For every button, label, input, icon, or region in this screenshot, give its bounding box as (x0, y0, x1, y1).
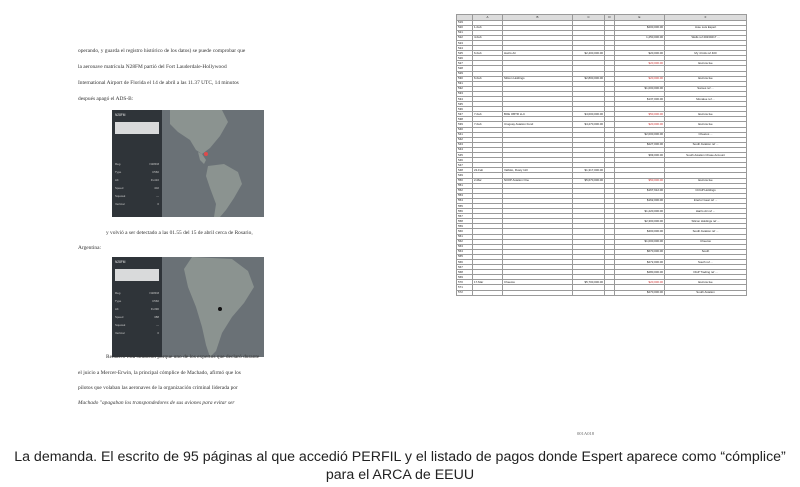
cell-date: 6-Feb (473, 76, 503, 81)
cell-description: DGP Trading ref ... (665, 270, 747, 275)
row-number: 554 (457, 198, 473, 203)
aircraft-marker-icon (218, 307, 222, 311)
cell-description: CCGP Holdings (665, 188, 747, 193)
cell-payment: $1,000,000.00 (615, 86, 665, 91)
doc-line: operando, y guarda el registro histórico de los datos) se puede comprobar que (78, 48, 246, 54)
row-number: 541 (457, 132, 473, 137)
cell-payment: $400,000.00 (615, 229, 665, 234)
row-number: 560 (457, 229, 473, 234)
table-row (457, 290, 747, 295)
column-header: D (605, 15, 615, 21)
cell-payment: $167,912.00 (615, 188, 665, 193)
map-area (162, 110, 264, 217)
doc-line: y volvió a ser detectado a las 01.55 del 15 de abril cerca de Rosario, (106, 230, 253, 236)
document-code: 001A018 (577, 431, 595, 436)
cell-description: Escrow fee (665, 122, 747, 127)
cell-payment: $20,000.00 (615, 280, 665, 285)
flight-info-row: Reg. N28FM (115, 291, 159, 295)
row-number: 552 (457, 188, 473, 193)
doc-line: pilotos que volaban las aeronaves de la organización criminal liderada por (78, 385, 238, 391)
cell-amount: $2,800,000.00 (573, 76, 605, 81)
cell-description: South Aviation ref ... (665, 142, 747, 147)
row-number: 558 (457, 219, 473, 224)
row-number: 555 (457, 203, 473, 208)
cell-description: Monaloe ref ... (665, 97, 747, 102)
flight-info-row: Vertical 0 (115, 202, 159, 206)
cell-description: South Aviation Chase Account (665, 153, 747, 158)
row-number: 527 (457, 61, 473, 66)
row-number: 530 (457, 76, 473, 81)
cell-description: Escrow fee (665, 112, 747, 117)
row-number: 533 (457, 91, 473, 96)
row-number: 538 (457, 117, 473, 122)
row-number: 568 (457, 270, 473, 275)
cell-entity: Valfolio, Rusty 110 (503, 168, 573, 173)
cell-description: Harris Air ref ... (665, 209, 747, 214)
flight-info-row: Squawk — (115, 323, 159, 327)
cell-description: Cheetos (665, 239, 747, 244)
row-number: 521 (457, 30, 473, 35)
cell-entity: Uruguay Aviation Fund (503, 122, 573, 127)
column-header: F (665, 15, 747, 21)
column-header: A (473, 15, 503, 21)
row-number: 520 (457, 25, 473, 30)
row-number: 534 (457, 97, 473, 102)
cell-description: Escrow fee (665, 76, 747, 81)
cell-date: 6-Feb (473, 51, 503, 56)
column-header: E (615, 15, 665, 21)
cell-date: 7-Feb (473, 122, 503, 127)
row-number: 536 (457, 107, 473, 112)
americas-map (162, 110, 264, 217)
row-number: 553 (457, 193, 473, 198)
cell-payment: $270,000.00 (615, 290, 665, 295)
cell-payment: $20,000.00 (615, 76, 665, 81)
cell-amount: $5,700,000.00 (573, 280, 605, 285)
cell-payment: $1,000,000.00 (615, 239, 665, 244)
flight-info-row: Speed 402 (115, 186, 159, 190)
row-number: 562 (457, 239, 473, 244)
row-number: 556 (457, 209, 473, 214)
cell-amount: $5,670,000.00 (573, 178, 605, 183)
row-number: 561 (457, 234, 473, 239)
row-number: 531 (457, 81, 473, 86)
aircraft-marker-icon (204, 152, 208, 156)
doc-line: Remarco esta situación porque uno de los expertos que declaró durante (106, 354, 260, 360)
cell-payment: $2,000,000.00 (615, 132, 665, 137)
cell-description: South Aviation (665, 290, 747, 295)
row-number: 559 (457, 224, 473, 229)
flight-callsign: N28FM (115, 260, 126, 264)
cell-description: My 4 bids ref 400 (665, 51, 747, 56)
cell-entity: Silicon Holdings (503, 76, 573, 81)
row-number: 529 (457, 71, 473, 76)
cell-blank (605, 290, 615, 295)
row-number: 519 (457, 20, 473, 25)
flight-info-row: Type C560 (115, 170, 159, 174)
row-number: 557 (457, 214, 473, 219)
cell-description: South Aviation ref ... (665, 229, 747, 234)
row-number: 549 (457, 173, 473, 178)
cell-entity: Cheetos (503, 280, 573, 285)
row-number: 570 (457, 280, 473, 285)
column-header: B (503, 15, 573, 21)
row-number: 545 (457, 153, 473, 158)
left-document-page (78, 40, 328, 420)
doc-line: la aeronave matrícula N28FM partió del Fort Lauderdale-Hollywood (78, 64, 227, 70)
cell-description: Escrow fee (665, 178, 747, 183)
flight-info-row: Squawk — (115, 194, 159, 198)
aircraft-photo (115, 269, 159, 281)
row-number: 525 (457, 51, 473, 56)
aircraft-photo (115, 122, 159, 134)
row-number: 571 (457, 285, 473, 290)
cell-payment: $162,000.00 (615, 198, 665, 203)
cell-payment: $1,220,000.00 (615, 209, 665, 214)
doc-line: el juicio a Mercer-Erwin, la principal cómplice de Machado, afirmó que los (78, 370, 241, 376)
cell-description: South ref ... (665, 260, 747, 265)
cell-description: Jose Luis Espert (665, 25, 747, 30)
cell-payment: $99,000.00 (615, 153, 665, 158)
column-header: C (573, 15, 605, 21)
row-number: 550 (457, 178, 473, 183)
row-number: 540 (457, 127, 473, 132)
row-number: 572 (457, 290, 473, 295)
flight-info-row: Vertical 0 (115, 331, 159, 335)
row-number: 565 (457, 254, 473, 259)
cell-description: South (665, 249, 747, 254)
cell-amount: $1,317,000.00 (573, 168, 605, 173)
cell-amount: $4,270,000.00 (573, 122, 605, 127)
cell-description: Escrow fee (665, 61, 747, 66)
cell-payment: $2,300,000.00 (615, 219, 665, 224)
row-number: 528 (457, 66, 473, 71)
cell-description: Silicon Holdings ref ... (665, 219, 747, 224)
row-number: 551 (457, 183, 473, 188)
row-number: 567 (457, 265, 473, 270)
flight-info-panel (112, 110, 162, 217)
flight-info-row: Speed 388 (115, 315, 159, 319)
row-number: 532 (457, 86, 473, 91)
cell-amount: $2,400,000.00 (573, 51, 605, 56)
cell-payment: $20,000.00 (615, 51, 665, 56)
map-area (162, 257, 264, 357)
cell-entity (503, 290, 573, 295)
row-number: 526 (457, 56, 473, 61)
flight-info-row: Alt FL410 (115, 178, 159, 182)
cell-payment: $137,000.00 (615, 97, 665, 102)
flight-info-row: Reg. N28FM (115, 162, 159, 166)
cell-payment: $670,000.00 (615, 249, 665, 254)
flight-tracker-screenshot-1 (112, 110, 264, 217)
row-number: 539 (457, 122, 473, 127)
row-number: 524 (457, 46, 473, 51)
cell-date: 22-Feb (473, 168, 503, 173)
cell-date: 4-Feb (473, 35, 503, 40)
cell-entity: Harris Air (503, 51, 573, 56)
cell-payment: $227,000.00 (615, 142, 665, 147)
cell-description: Interior Gear ref ... (665, 198, 747, 203)
south-america-map (162, 257, 264, 357)
row-number: 523 (457, 40, 473, 45)
cell-payment: $20,000.00 (615, 61, 665, 66)
row-number: 569 (457, 275, 473, 280)
row-number: 543 (457, 142, 473, 147)
flight-tracker-screenshot-2 (112, 257, 264, 357)
payments-table (456, 14, 747, 296)
cell-payment: $50,000.00 (615, 112, 665, 117)
cell-date: 1-Feb (473, 25, 503, 30)
cell-description: Sames ref ... (665, 86, 747, 91)
cell-date (473, 290, 503, 295)
row-number: 563 (457, 244, 473, 249)
cell-description: Escrow fee (665, 280, 747, 285)
cell-description: Cheetos ... (665, 132, 747, 137)
cell-payment: $200,000.00 (615, 25, 665, 30)
cell-amount (573, 290, 605, 295)
flight-info-panel (112, 257, 162, 357)
flight-callsign: N28FM (115, 113, 126, 117)
cell-amount: $4,000,000.00 (573, 112, 605, 117)
cell-payment: $272,000.00 (615, 260, 665, 265)
row-number: 522 (457, 35, 473, 40)
row-number: 547 (457, 163, 473, 168)
cell-payment: $50,000.00 (615, 178, 665, 183)
row-number: 548 (457, 168, 473, 173)
cell-entity: N0OP Aviation One (503, 178, 573, 183)
row-number: 537 (457, 112, 473, 117)
row-number: 566 (457, 260, 473, 265)
cell-date: 2-Mar (473, 178, 503, 183)
cell-payment: $20,000.00 (615, 122, 665, 127)
doc-line: después apagó el ADS-B: (78, 96, 134, 102)
flight-info-row: Type C560 (115, 299, 159, 303)
row-number: 564 (457, 249, 473, 254)
row-number: 546 (457, 158, 473, 163)
row-number: 544 (457, 147, 473, 152)
doc-line: Machado "apagaban los transpondedores de sus aviones para evitar ser (78, 400, 235, 406)
flight-info-row: Alt FL390 (115, 307, 159, 311)
payments-spreadsheet (456, 14, 746, 400)
doc-line: International Airport de Florida el 14 de abril a las 11.37 UTC, 14 minutos (78, 80, 239, 86)
row-number: 542 (457, 137, 473, 142)
row-number: 535 (457, 102, 473, 107)
cell-payment: 1,250,000.00 (615, 35, 665, 40)
photo-caption: La demanda. El escrito de 95 páginas al que accedió PERFIL y el listado de pagos donde Espert aparece como “cómplice” para el ARCA de EEUU (14, 449, 786, 483)
cell-description: Wells ref 20230217 ... (665, 35, 747, 40)
cell-date: 17-Mar (473, 280, 503, 285)
doc-line: Argentina: (78, 245, 101, 251)
cell-date: 7-Feb (473, 112, 503, 117)
cell-entity: BOE OBTR LLC (503, 112, 573, 117)
cell-payment: $280,000.00 (615, 270, 665, 275)
